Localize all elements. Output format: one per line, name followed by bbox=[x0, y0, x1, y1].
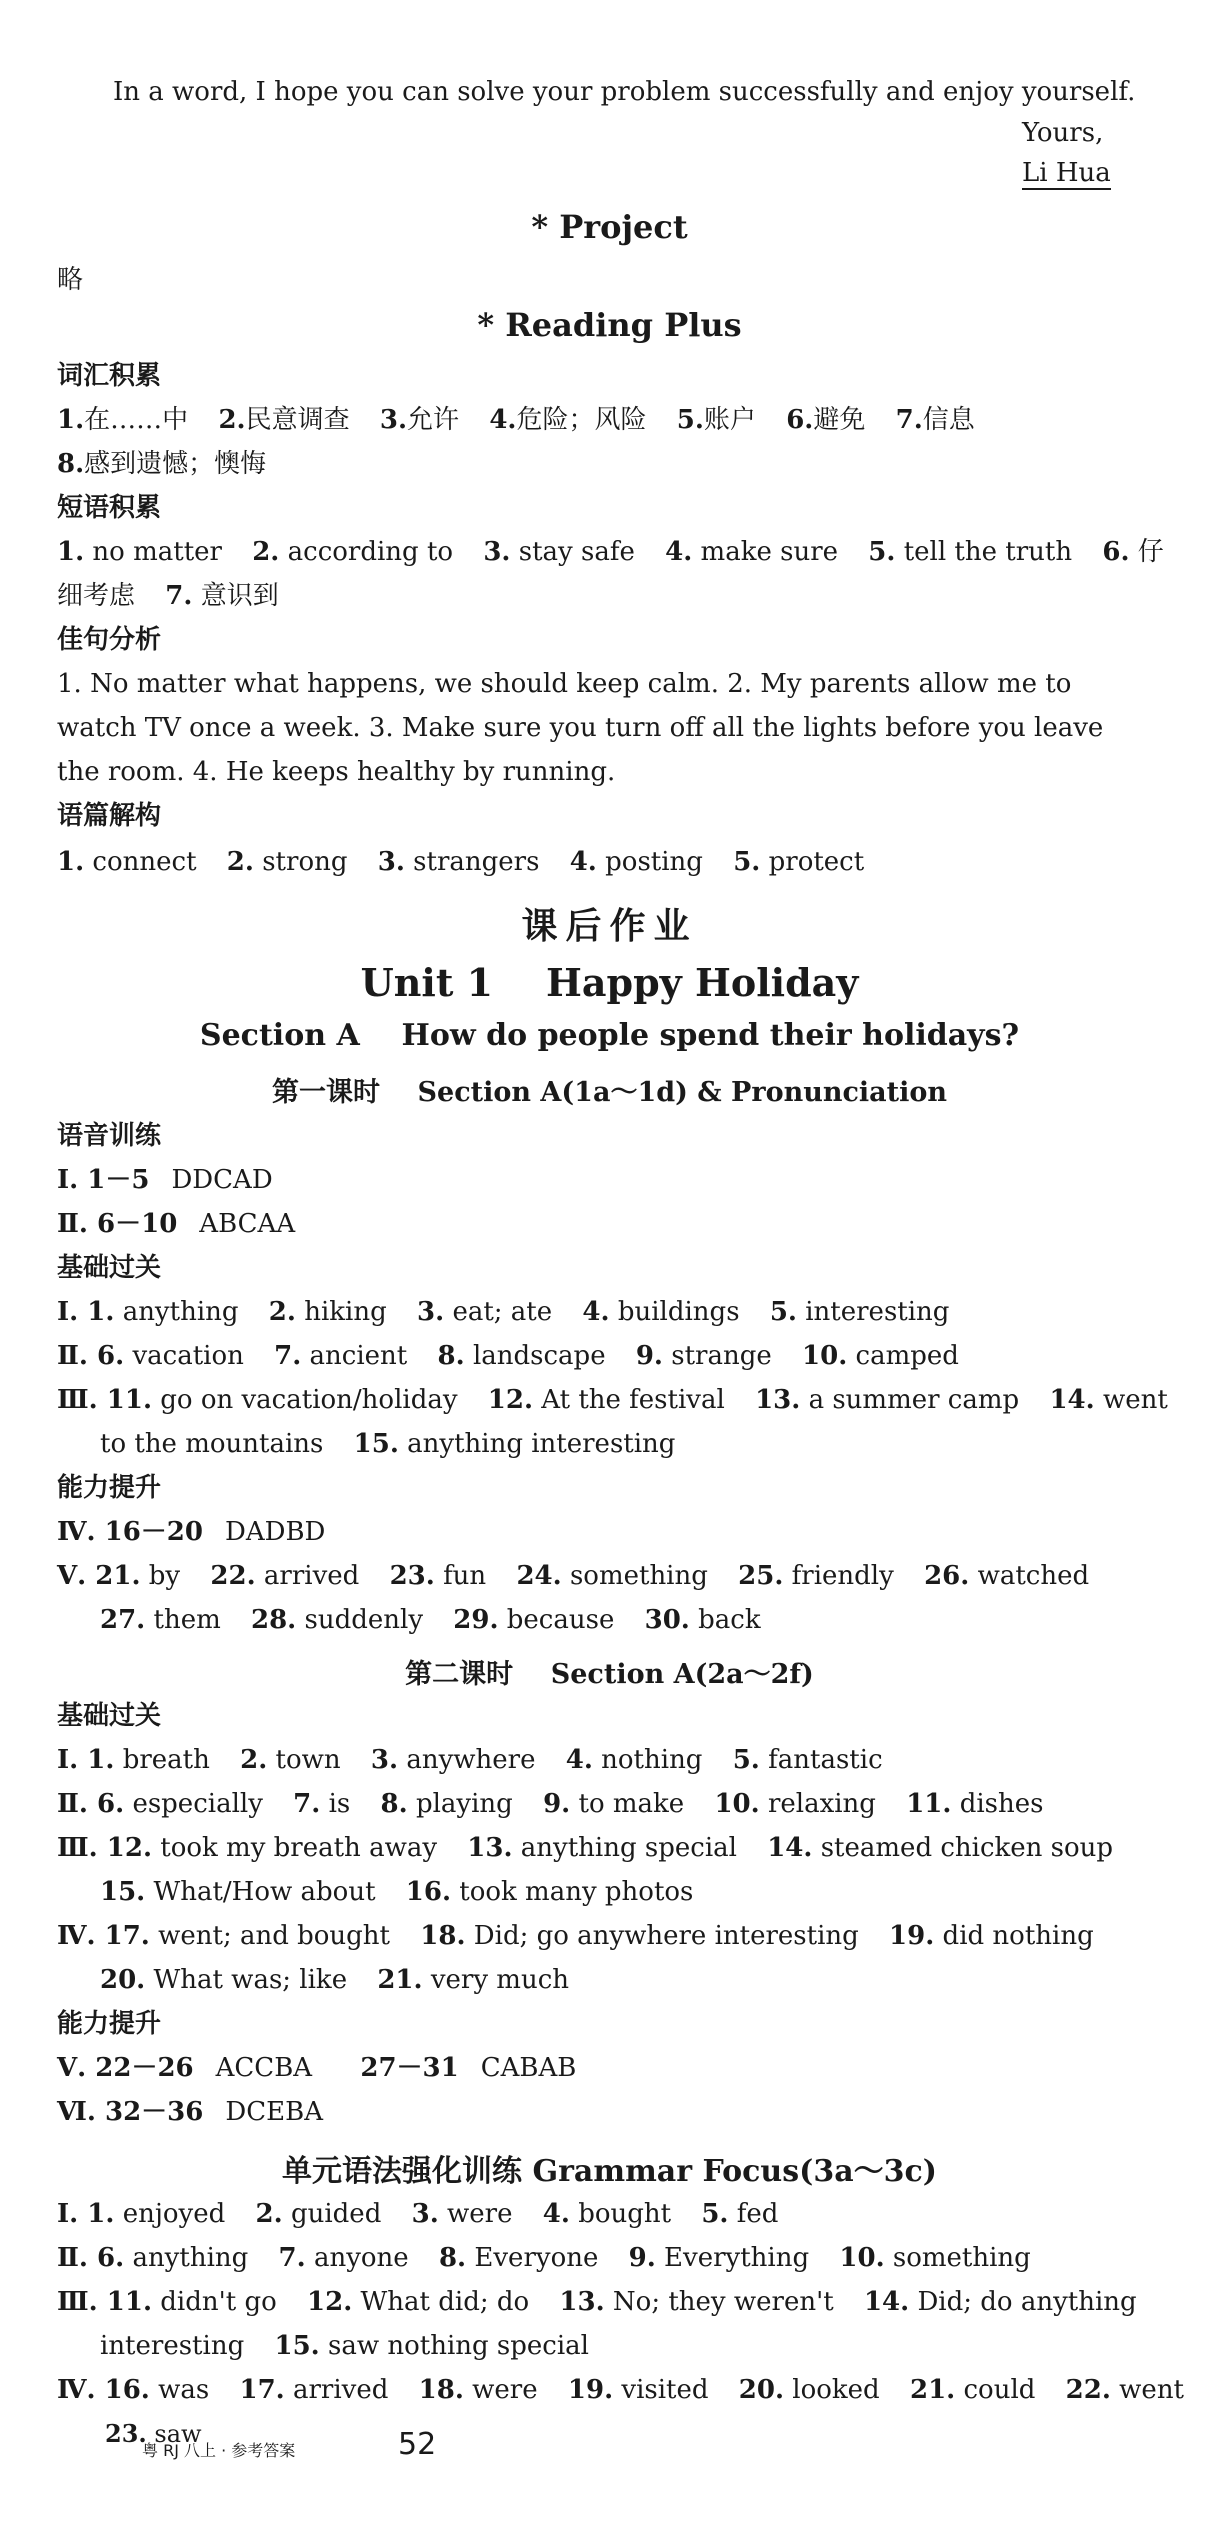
answer-line: 27. them 28. suddenly 29. because 30. back bbox=[100, 1605, 761, 1635]
sentence-line: watch TV once a week. 3. Make sure you turn off all the lights before you leave bbox=[57, 713, 1104, 743]
answer-line: Ⅵ. 32－36 DCEBA bbox=[57, 2097, 323, 2127]
project-body: 略 bbox=[57, 265, 84, 295]
answer-line: Ⅰ. 1. anything 2. hiking 3. eat; ate 4. buildings 5. interesting bbox=[57, 1297, 950, 1327]
answer-line: 20. What was; like 21. very much bbox=[100, 1965, 570, 1995]
reading-plus-title: * Reading Plus bbox=[477, 306, 742, 344]
answer-line: Ⅱ. 6－10 ABCAA bbox=[57, 1209, 296, 1239]
answer-line: Ⅳ. 16. was 17. arrived 18. were 19. visited 20. looked 21. could 22. went bbox=[57, 2375, 1185, 2405]
phrase-heading: 短语积累 bbox=[57, 493, 162, 523]
answer-line: Ⅱ. 6. especially 7. is 8. playing 9. to make 10. relaxing 11. dishes bbox=[57, 1789, 1044, 1819]
answer-line: Ⅳ. 17. went; and bought 18. Did; go anywhere interesting 19. did nothing bbox=[57, 1921, 1094, 1951]
answer-line: Ⅰ. 1. enjoyed 2. guided 3. were 4. bought 5. fed bbox=[57, 2199, 779, 2229]
ability-heading: 能力提升 bbox=[57, 2009, 162, 2039]
letter-yours: Yours, bbox=[1022, 118, 1104, 148]
answer-line: Ⅲ. 11. go on vacation/holiday 12. At the festival 13. a summer camp 14. went bbox=[57, 1385, 1168, 1415]
sentence-heading: 佳句分析 bbox=[57, 625, 162, 655]
vocab-heading: 词汇积累 bbox=[57, 361, 162, 391]
answer-line: interesting 15. saw nothing special bbox=[100, 2331, 589, 2361]
discourse-heading: 语篇解构 bbox=[57, 801, 162, 831]
answer-line: Ⅴ. 22－26 ACCBA 27－31 CABAB bbox=[57, 2053, 577, 2083]
answer-line: Ⅱ. 6. vacation 7. ancient 8. landscape 9. strange 10. camped bbox=[57, 1341, 959, 1371]
homework-title: 课后作业 bbox=[521, 906, 698, 947]
discourse-line: 1. connect 2. strong 3. strangers 4. posting 5. protect bbox=[57, 847, 865, 877]
pron-heading: 语音训练 bbox=[57, 1121, 162, 1151]
letter-signature: Li Hua bbox=[1022, 158, 1111, 188]
answer-line: Ⅴ. 21. by 22. arrived 23. fun 24. something 25. friendly 26. watched bbox=[57, 1561, 1090, 1591]
lesson2-title: 第二课时 Section A(2a～2f) bbox=[405, 1659, 814, 1690]
vocab-line: 8.感到遗憾；懊悔 bbox=[57, 449, 267, 479]
ability-heading: 能力提升 bbox=[57, 1473, 162, 1503]
answer-line: Ⅳ. 16－20 DADBD bbox=[57, 1517, 326, 1547]
basic-heading: 基础过关 bbox=[57, 1253, 162, 1283]
lesson1-title: 第一课时 Section A(1a～1d) & Pronunciation bbox=[271, 1077, 948, 1108]
sentence-line: the room. 4. He keeps healthy by running. bbox=[57, 757, 616, 787]
page-number: 52 bbox=[398, 2427, 437, 2462]
sentence-line: 1. No matter what happens, we should keep calm. 2. My parents allow me to bbox=[57, 669, 1072, 699]
answer-line: Ⅲ. 11. didn't go 12. What did; do 13. No; they weren't 14. Did; do anything bbox=[57, 2287, 1137, 2317]
vocab-line: 1.在……中 2.民意调查 3.允许 4.危险；风险 5.账户 6.避免 7.信息 bbox=[57, 405, 975, 435]
footer-label: 粤 RJ 八上 · 参考答案 bbox=[142, 2441, 296, 2460]
answer-line: to the mountains 15. anything interesting bbox=[100, 1429, 676, 1459]
letter-closing: In a word, I hope you can solve your problem successfully and enjoy yourself. bbox=[113, 77, 1136, 107]
project-title: * Project bbox=[531, 208, 688, 246]
basic-heading: 基础过关 bbox=[57, 1701, 162, 1731]
answer-line: Ⅰ. 1－5 DDCAD bbox=[57, 1165, 273, 1195]
answer-line: 15. What/How about 16. took many photos bbox=[100, 1877, 694, 1907]
section-title: Section A How do people spend their holidays? bbox=[199, 1018, 1020, 1053]
phrase-line: 细考虑 7. 意识到 bbox=[57, 581, 279, 611]
unit-title: Unit 1 Happy Holiday bbox=[360, 960, 859, 1005]
answer-line: Ⅱ. 6. anything 7. anyone 8. Everyone 9. Everything 10. something bbox=[57, 2243, 1031, 2273]
answer-line: Ⅰ. 1. breath 2. town 3. anywhere 4. nothing 5. fantastic bbox=[57, 1745, 883, 1775]
answer-line: 23. saw bbox=[105, 2419, 202, 2448]
answer-line: Ⅲ. 12. took my breath away 13. anything special 14. steamed chicken soup bbox=[57, 1833, 1114, 1863]
phrase-line: 1. no matter 2. according to 3. stay safe 4. make sure 5. tell the truth 6. 仔 bbox=[57, 537, 1164, 567]
grammar-title: 单元语法强化训练 Grammar Focus(3a～3c) bbox=[282, 2154, 937, 2189]
